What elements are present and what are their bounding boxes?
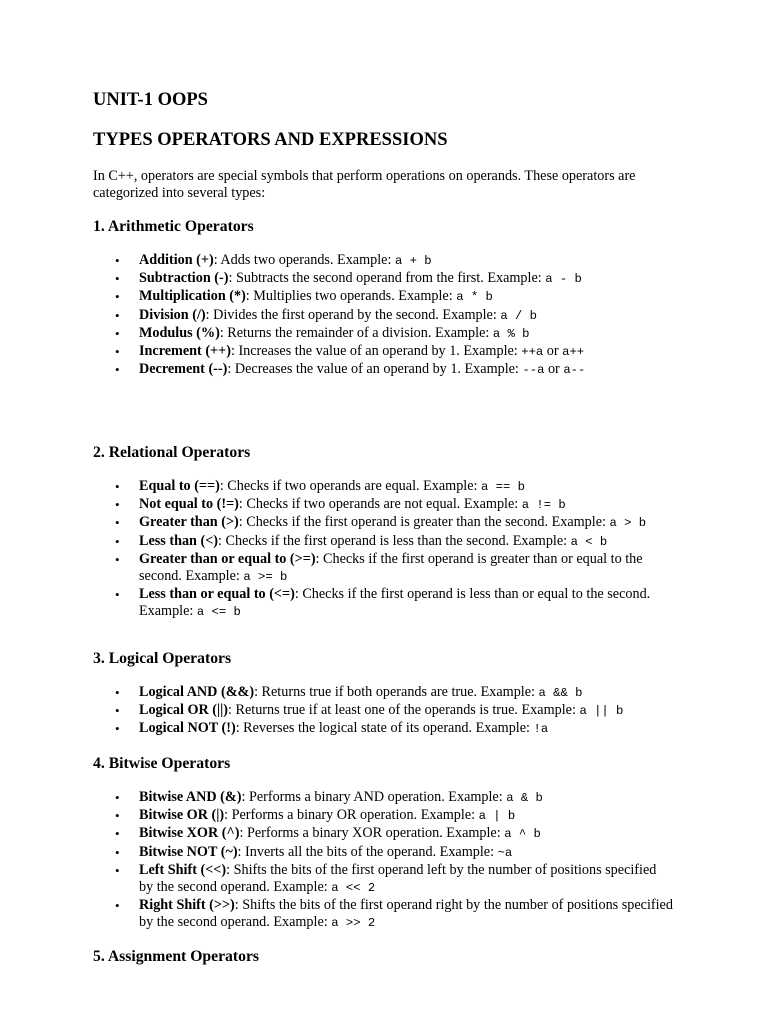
operator-name: Logical AND (&&) [139,684,255,700]
operator-description: : Multiplies two operands. Example: [245,288,457,305]
list-item [139,343,673,361]
operator-description: : Reverses the logical state of its operand. Example: [235,720,534,737]
operator-description: : Performs a binary XOR operation. Example: [239,825,505,842]
operator-description: : Shifts the bits of the first operand right by the number of positions specified by the second operand. Example: [139,897,673,931]
section-3 [93,649,673,739]
operator-description: : Checks if the first operand is less than or equal to the second. Example: [139,586,651,620]
section-heading: 2. Relational Operators [93,444,251,461]
section-heading: 3. Logical Operators [93,650,232,667]
operator-name: Addition (+) [139,252,214,268]
unit-title: UNIT-1 OOPS [93,90,208,110]
list-item [139,862,673,897]
list-item [139,551,673,586]
operator-example: a != b [521,498,566,513]
list-item [139,288,673,306]
operator-name: Not equal to (!=) [139,496,239,513]
list-item [139,825,673,843]
operator-name: Greater than (>) [139,514,239,531]
operator-name: Left Shift (<<) [139,861,227,878]
list-item [139,586,673,621]
list-item [139,496,673,514]
operator-example: !a [533,722,549,737]
operator-name: Bitwise NOT (~) [139,843,238,860]
list-item [139,533,673,551]
operator-name: Logical NOT (!) [139,720,236,737]
section-heading: 5. Assignment Operators [93,948,260,965]
operator-name: Increment (++) [139,343,231,360]
operator-example: a < b [570,534,608,549]
operator-list [93,789,673,933]
operator-description: : Subtracts the second operand from the first. Example: [228,270,546,287]
document-page [93,88,673,965]
operator-example: a <= b [196,605,241,620]
section-heading: 4. Bitwise Operators [93,755,231,772]
operator-name: Logical OR (||) [139,702,228,719]
operator-name: Less than (<) [139,532,219,549]
operator-example: a > b [609,516,647,531]
operator-description: : Checks if the first operand is greater than the second. Example: [238,514,610,531]
operator-description: : Divides the first operand by the second. Example: [205,306,501,323]
section-heading: 1. Arithmetic Operators [93,218,254,235]
operator-example: a | b [478,809,516,824]
list-item [139,307,673,325]
operator-name: Equal to (==) [139,478,220,494]
operator-description: : Shifts the bits of the first operand left by the number of positions specified by the second operand. Example: [139,861,657,896]
document-title: TYPES OPERATORS AND EXPRESSIONS [93,130,448,150]
list-item [139,702,673,720]
operator-description: : Decreases the value of an operand by 1. Example: [227,361,523,378]
operator-name: Modulus (%) [139,324,220,341]
intro-paragraph: In C++, operators are special symbols that perform operations on operands. These operators are categorized into several types: [93,168,636,201]
operator-example: a >> 2 [331,916,376,931]
list-item [139,514,673,532]
operator-example: ~a [497,845,513,860]
operator-example: a - b [545,272,582,287]
operator-example-alt: a++ [562,345,585,360]
section-4 [93,754,673,933]
operator-list [93,252,673,379]
list-item [139,897,673,932]
list-item [139,252,673,270]
operator-example: a || b [579,704,624,719]
operator-example: a >= b [243,570,288,585]
list-item [139,807,673,825]
example-separator: or [544,361,564,378]
operator-example: a + b [394,254,432,268]
list-item [139,789,673,807]
list-item [139,478,673,496]
operator-name: Bitwise AND (&) [139,789,242,805]
operator-example: a / b [500,308,537,323]
operator-example: a & b [506,791,543,805]
operator-description: : Inverts all the bits of the operand. Example: [237,843,498,860]
operator-description: : Checks if the first operand is greater than or equal to the second. Example: [139,550,643,585]
operator-example: ++a [521,345,544,360]
operator-description: : Checks if two operands are equal. Example: [219,478,482,494]
operator-name: Bitwise XOR (^) [139,825,240,842]
operator-description: : Adds two operands. Example: [213,252,395,268]
list-item [139,844,673,862]
operator-list [93,684,673,739]
operator-description: : Returns true if both operands are true. Example: [254,684,539,700]
operator-name: Right Shift (>>) [139,897,235,914]
operator-description: : Checks if the first operand is less than the second. Example: [218,532,571,549]
operator-description: : Returns the remainder of a division. Example: [219,324,493,341]
list-item [139,270,673,288]
example-separator: or [543,343,563,360]
operator-name: Multiplication (*) [139,288,246,305]
list-item [139,720,673,738]
operator-list [93,478,673,622]
operator-description: : Performs a binary OR operation. Example: [224,807,479,824]
list-item [139,325,673,343]
operator-name: Less than or equal to (<=) [139,586,295,603]
section-5 [93,947,673,967]
operator-example: --a [522,363,545,378]
operator-example: a << 2 [331,881,376,896]
operator-name: Subtraction (-) [139,270,229,287]
operator-example: a == b [481,480,525,494]
operator-description: : Returns true if at least one of the operands is true. Example: [228,702,580,719]
operator-example: a * b [456,290,493,305]
section-2 [93,443,673,622]
operator-description: : Increases the value of an operand by 1. Example: [230,343,522,360]
section-1 [93,217,673,379]
list-item [139,684,673,702]
operator-example: a && b [538,686,583,700]
operator-description: : Checks if two operands are not equal. Example: [238,496,522,513]
operator-example-alt: a-- [563,363,586,378]
operator-description: : Performs a binary AND operation. Example: [241,789,507,805]
operator-name: Greater than or equal to (>=) [139,550,316,567]
operator-example: a ^ b [504,827,541,842]
operator-example: a % b [492,326,530,341]
operator-name: Bitwise OR (|) [139,807,225,824]
list-item [139,361,673,379]
operator-name: Decrement (--) [139,361,228,378]
operator-name: Division (/) [139,306,206,323]
